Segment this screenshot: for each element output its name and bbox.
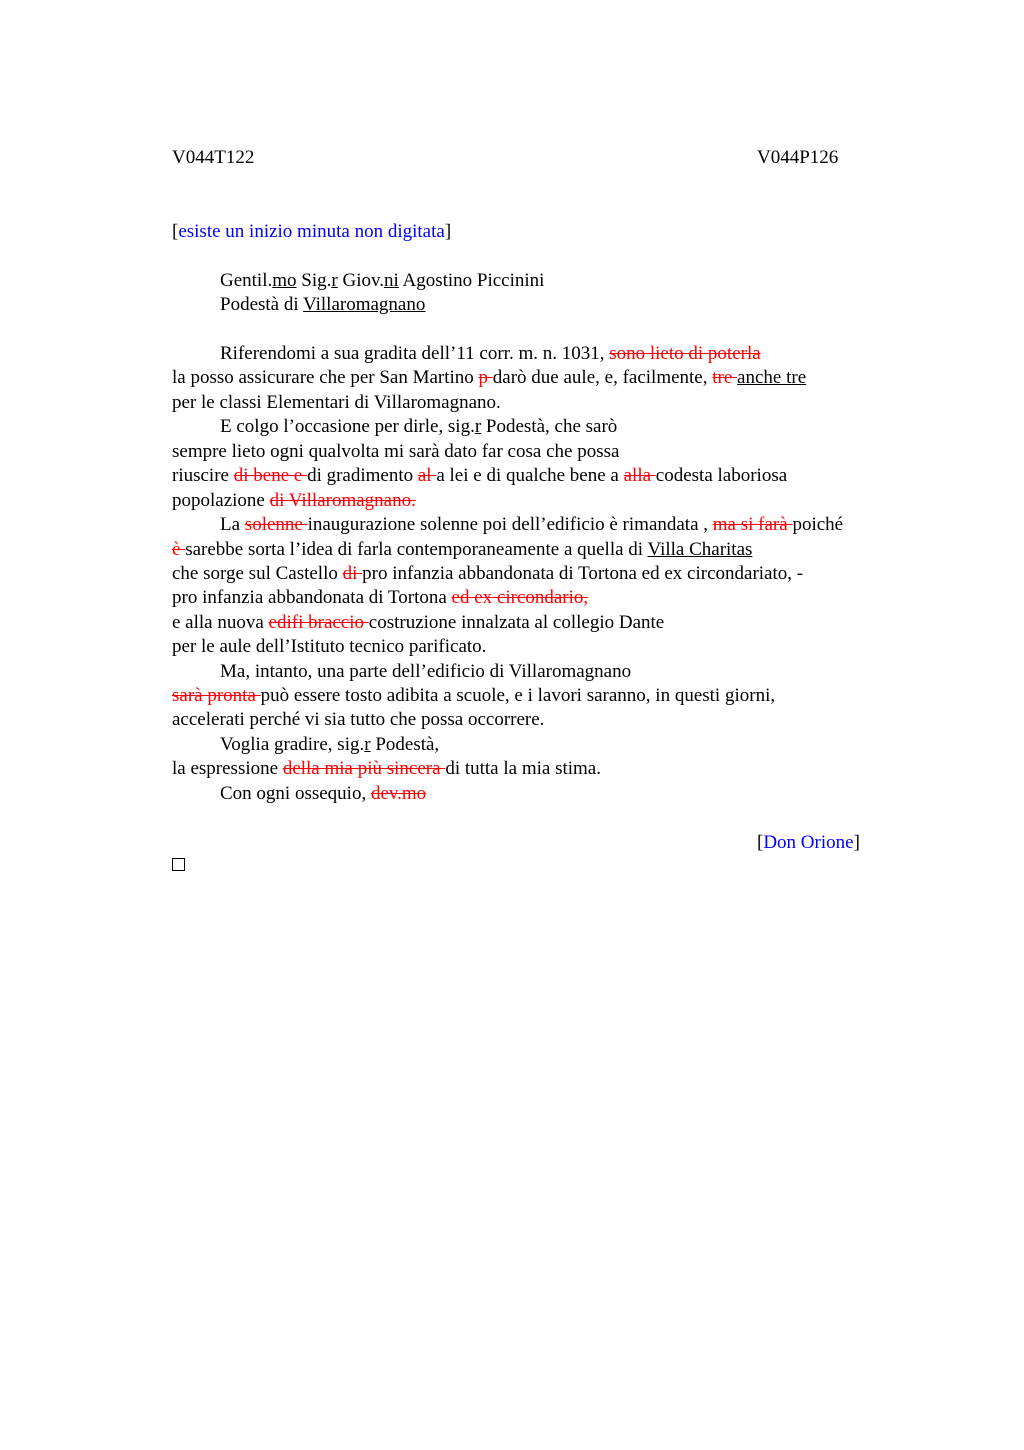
note-text: esiste un inizio minuta non digitata [178, 221, 445, 242]
text: Podestà, [370, 734, 440, 755]
text: Voglia gradire, sig. [220, 734, 365, 755]
text: codesta laboriosa [655, 465, 788, 486]
deleted-text: alla [623, 465, 656, 486]
text: di gradimento [307, 465, 418, 486]
text: Con ogni ossequio, [220, 783, 371, 804]
underlined-text: Villaromagnano [303, 294, 426, 315]
address-line-2 [220, 293, 425, 317]
text: pro infanzia abbandonata di Tortona ed ex circondariato, - [362, 563, 804, 584]
right-code: V044P126 [757, 147, 839, 168]
text: e alla nuova [172, 612, 269, 633]
editorial-note [172, 220, 451, 244]
bracket-open: [ [172, 221, 179, 242]
text: E colgo l’occasione per dirle, sig. [220, 416, 475, 437]
deleted-text: di [342, 563, 363, 584]
deleted-text: è [172, 539, 186, 560]
text: inaugurazione solenne poi dell’edificio è rimandata , [307, 514, 713, 535]
text: Riferendomi a sua gradita dell’11 corr. m. n. 1031, [220, 343, 610, 364]
text: la espressione [172, 758, 283, 779]
left-code: V044T122 [172, 147, 255, 168]
text: La [220, 514, 245, 535]
underlined-text: r [364, 734, 371, 755]
text: Agostino Piccinini [398, 270, 545, 291]
text: la posso assicurare che per San Martino [172, 367, 479, 388]
deleted-text: tre [712, 367, 738, 388]
text: riuscire [172, 465, 234, 486]
text: sarebbe sorta l’idea di farla contemporaneamente a quella di [185, 539, 648, 560]
checkbox-square-icon [172, 858, 185, 871]
bracket-close: ] [853, 832, 860, 853]
text: pro infanzia abbandonata di Tortona [172, 587, 452, 608]
deleted-text: dev.mo [370, 783, 427, 804]
underlined-text: mo [272, 270, 297, 291]
body-line-3: per le classi Elementari di Villaromagnano. [172, 392, 501, 413]
body-line-10 [172, 562, 803, 586]
underlined-text: r [331, 270, 338, 291]
text: darò due aule, e, facilmente, [492, 367, 713, 388]
deleted-text: della mia più sincera [282, 758, 446, 779]
text: costruzione innalzata al collegio Dante [368, 612, 665, 633]
body-line-12 [172, 611, 664, 635]
deleted-text: solenne [244, 514, 308, 535]
deleted-text: di Villaromagnano. [269, 490, 416, 511]
text: che sorge sul Castello [172, 563, 343, 584]
body-line-6 [172, 464, 787, 488]
deleted-text: di bene e [233, 465, 308, 486]
bracket-open: [ [757, 832, 764, 853]
text: Podestà di [220, 294, 304, 315]
body-line-18 [172, 757, 601, 781]
text: poiché [792, 514, 844, 535]
underlined-text: Villa Charitas [647, 539, 753, 560]
deleted-text: al [417, 465, 437, 486]
body-line-9 [172, 538, 752, 562]
deleted-text: edifi braccio [268, 612, 369, 633]
body-line-15 [172, 684, 775, 708]
deleted-text: ma si farà [712, 514, 793, 535]
text: popolazione [172, 490, 270, 511]
signature-text: Don Orione [763, 832, 854, 853]
deleted-text: sarà pronta [172, 685, 261, 706]
body-line-8 [220, 513, 843, 537]
body-line-1 [220, 342, 761, 366]
body-line-11 [172, 586, 588, 610]
body-line-19 [220, 782, 426, 806]
body-line-13: per le aule dell’Istituto tecnico parificato. [172, 636, 487, 657]
body-line-14: Ma, intanto, una parte dell’edificio di Villaromagnano [220, 661, 632, 682]
deleted-text: ed ex circondario, [451, 587, 589, 608]
body-line-7 [172, 489, 416, 513]
text: Giov. [337, 270, 384, 291]
underlined-text: r [474, 416, 482, 437]
body-line-2 [172, 366, 806, 390]
address-line-1 [220, 269, 544, 293]
bracket-close: ] [444, 221, 452, 242]
text: può essere tosto adibita a scuole, e i lavori saranno, in questi giorni, [260, 685, 776, 706]
text: Sig. [296, 270, 332, 291]
text: Podestà, che sarò [481, 416, 618, 437]
deleted-text: p [478, 367, 493, 388]
text: Gentil. [220, 270, 273, 291]
signature [757, 831, 860, 855]
deleted-text: sono lieto di poterla [609, 343, 761, 364]
body-line-5: sempre lieto ogni qualvolta mi sarà dato far cosa che possa [172, 441, 620, 462]
text: a lei e di qualche bene a [436, 465, 624, 486]
body-line-4 [220, 415, 617, 439]
underlined-text: ni [384, 270, 399, 291]
underlined-text: anche tre [737, 367, 807, 388]
text: di tutta la mia stima. [445, 758, 601, 779]
body-line-17 [220, 733, 439, 757]
body-line-16: accelerati perché vi sia tutto che possa occorrere. [172, 709, 545, 730]
